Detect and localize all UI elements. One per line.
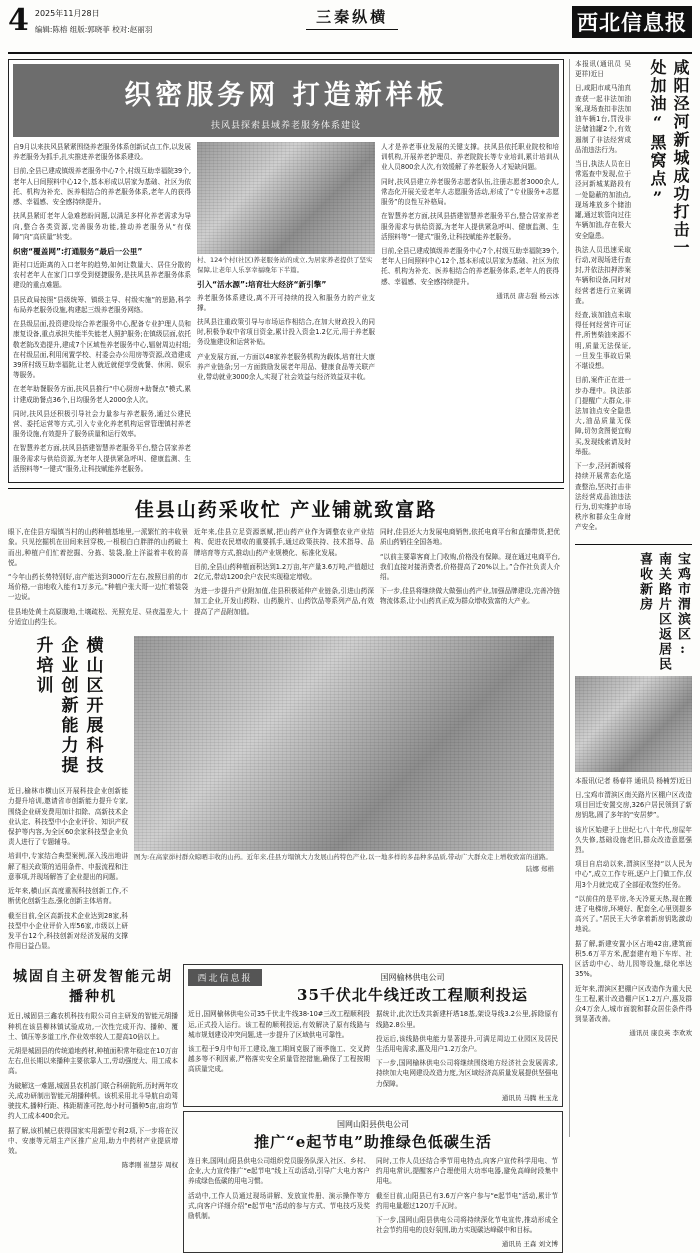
article-shanyang-power	[183, 1111, 563, 1253]
yulin-byline: 通讯员 马腾 杜玉龙	[501, 1093, 558, 1102]
paragraph: 近年来,渭滨区把棚户区改造作为重大民生工程,累计改造棚户区1.2万户,惠及群众4万余人,城市面貌和群众居住条件得到显著改善。	[575, 984, 692, 1024]
hero-headline: 织密服务网 打造新样板	[124, 80, 448, 111]
shanyao-col-1	[8, 527, 188, 631]
shanyao-photo-credit: 陆娜 郑楷	[525, 864, 554, 873]
paragraph: 同时,工作人员还结合季节用电特点,向客户宣传科学用电、节约用电常识,提醒客户合理使用大功率电器,避免高峰时段集中用电。	[376, 1156, 558, 1186]
paragraph: 近年来,横山区高度重视科技创新工作,不断优化创新生态,强化创新主体培育。	[8, 887, 128, 906]
paragraph: 下一步,国网榆林供电公司将继续围绕地方经济社会发展需求,持续加大电网建设改造力度,为区域经济高质量发展提供坚强电力保障。	[376, 1059, 558, 1088]
paragraph: “今年山药长势特别好,亩产能达到3000斤左右,按照目前的市场价格,一亩地收入能有1万多元。”种植户张大哥一边忙着装袋一边说。	[8, 573, 188, 602]
paragraph: 日,咸阳市咸马油真查获一起非法加油案,现场查扣非法加油车辆1台,罚没非法储油罐2个,有效遏制了非法经营成品油违法行为。	[575, 84, 631, 154]
shanyao-col-3	[380, 527, 560, 631]
paragraph: 目前,案件正在进一步办理中。执法部门提醒广大群众,非法加油点安全隐患大,油品质量无保障,切勿贪图便宜购买,发现线索请及时举报。	[575, 376, 631, 456]
masthead-right	[552, 6, 692, 38]
paragraph: 近年来,佳县立足资源禀赋,把山药产业作为调整农业产业结构、促进农民增收的重要抓手,通过政策扶持、技术指导、品牌培育等方式,推动山药产业规模化、标准化发展。	[194, 528, 374, 557]
shanyao-headline: 佳县山药采收忙 产业铺就致富路	[134, 499, 438, 522]
hero-subhead-2: 引入“活水源”:培育壮大经济“新引擎”	[197, 279, 327, 289]
paragraph: 据了解,新建安置小区占地42亩,建筑面积5.6万平方米,配套建有地下车库、社区活动中心、幼儿园等设施,绿化率达35%。	[575, 939, 692, 979]
masthead-left	[35, 6, 152, 35]
paragraph: 培训中,专家结合典型案例,深入浅出地讲解了相关政策的适用条件、申报流程和注意事项,并现场解答了企业提出的问题。	[8, 852, 128, 881]
paper-logo-badge: 西北信息报	[188, 969, 262, 986]
paragraph: 投运后,该线路供电能力显著提升,可满足周边工业园区及居民生活用电需求,惠及用户1.2万余户。	[376, 1034, 558, 1054]
yulin-corp: 国网榆林供电公司	[380, 973, 445, 983]
hero-photo-caption: 村、124个村(社区)养老服务站的成立,为居家养老提供了坚实保障,让老年人乐享幸福晚年下半篇。	[197, 256, 373, 274]
paragraph: 活动中,工作人员通过现场讲解、发放宣传册、演示操作等方式,向客户详细介绍“e起节电”活动的参与方式、节电技巧及奖励机制。	[188, 1191, 370, 1220]
shanyao-photo-block	[134, 636, 554, 955]
editorial-credits: 编辑:陈榕 组版:郭晓菲 校对:赵丽羽	[34, 25, 153, 34]
publication-date: 2025年11月28日	[34, 9, 100, 18]
article-hengshan	[8, 636, 128, 955]
yulin-headline: 35千伏北牛线迁改工程顺利投运	[297, 986, 528, 1005]
paragraph: 扶风县注重政策引导与市场运作相结合,在加大财政投入的同时,积极争取中省项目资金,累计投入资金1.2亿元,用于养老服务设施建设和运营补贴。	[197, 317, 375, 347]
shanyao-photo	[134, 636, 554, 851]
hero-col-3	[381, 142, 559, 478]
bottom-row	[8, 964, 564, 1253]
section-banner: 三秦纵横	[306, 6, 398, 30]
paragraph: 距村口近距离的入口老年的趋势,如何让数量大、居住分散的农村老年人在家门口享受到便捷服务,是扶风县养老服务体系建设的重点难题。	[13, 260, 191, 290]
paragraph: 下一步,佳县将继续做大做强山药产业,加强品牌建设,完善冷链物流体系,让小山药真正成为群众增收致富的大产业。	[380, 587, 560, 606]
paragraph: 该片区始建于上世纪七八十年代,房屋年久失修,基础设施老旧,群众改造意愿强烈。	[575, 825, 692, 854]
newspaper-logo: 西北信息报	[572, 6, 692, 38]
paragraph: 截至目前,山阳县已有3.6万户客户参与“e起节电”活动,累计节约用电量超过120万千瓦时。	[376, 1191, 558, 1210]
divider	[575, 544, 692, 545]
hero-photo	[197, 142, 375, 254]
shanyang-corp: 国网山阳县供电公司	[337, 1119, 409, 1129]
paragraph: 元胡是城固县的传统道地药材,种植面积常年稳定在10万亩左右,但长期以来播种主要依靠人工,劳动强度大、用工成本高。	[8, 1047, 178, 1076]
paragraph: 产业发展方面,一方面以48家养老服务机构为载体,培育壮大康养产业链条;另一方面鼓励发展老年用品、健康食品等关联产业,带动就业3000余人,实现了社会效益与经济效益双丰收。	[197, 352, 375, 382]
paragraph: 在老年助餐服务方面,扶风县推行“中心厨房+助餐点”模式,累计建成助餐点36个,日均服务老人2000余人次。	[13, 385, 191, 404]
paragraph: 养老服务体系建设,离不开可持续的投入和服务力的产业支撑。	[197, 293, 375, 312]
paragraph: 目前,全县已建成镇级养老服务中心7个,村级互助幸福院39个,老年人日间照料中心12个,基本形成以居家为基础、社区为依托、机构为补充、医养相结合的养老服务体系,老年人的获得感、幸福感、安全感持续提升。	[13, 167, 191, 207]
page-grid	[8, 59, 692, 1249]
source-tag: 本报讯(记者 杨春祥 通讯员 杨楠芳)近日	[575, 776, 692, 785]
paragraph: 同时,扶风县建立养老服务志愿者队伍,注册志愿者3000余人,常态化开展关爱老年人志愿服务活动,形成了“专业服务+志愿服务”的良性互补格局。	[381, 177, 559, 207]
power-company-stack	[183, 964, 563, 1253]
shanyao-columns	[8, 527, 564, 631]
shanyao-lower	[8, 636, 564, 955]
right-photo	[575, 676, 692, 772]
right-headline-1: 咸阳泾河新城成功打击一处加油“黑窝点”	[648, 59, 690, 257]
paragraph: 同时,佳县还大力发展电商销售,依托电商平台和直播带货,把优质山药销往全国各地。	[380, 528, 560, 547]
paragraph: 据了解,该机械已获得国家实用新型专利2项,下一步将在汉中、安康等元胡主产区推广应用,助力中药材产业提质增效。	[8, 1126, 178, 1155]
paragraph: “以前住的是平房,冬天冷夏天热,现在搬进了电梯房,环境好、配套全,心里别提多高兴了。”居民王大爷拿着新房钥匙激动地说。	[575, 894, 692, 934]
masthead	[8, 3, 692, 54]
paragraph: 县民政局按照“县级统筹、镇级主导、村级实施”的思路,科学布局养老服务设施,构建起三级养老服务网络。	[13, 295, 191, 314]
right-column	[569, 59, 692, 1137]
paragraph: 扶风县紧盯老年人急难愁盼问题,以满足多样化养老需求为导向,整合各类资源,完善服务功能,推动养老服务从“有保障”向“高质量”转变。	[13, 212, 191, 241]
shanyang-byline: 通讯员 王森 刘文博	[501, 1240, 558, 1249]
hero-body	[13, 142, 559, 478]
right-story-2-body	[575, 776, 692, 1038]
paragraph: 据统计,此次迁改共新建杆塔18基,架设导线3.2公里,拆除原有线路2.8公里。	[376, 1010, 558, 1029]
hero-col-2	[197, 142, 375, 478]
paragraph: 下一步,泾河新城将持续开展常态化巡查整治,坚决打击非法经营成品油违法行为,切实维护市场秩序和群众生命财产安全。	[575, 462, 631, 532]
paragraph: 近日,国网榆林供电公司35千伏北牛线38-10#三改工程顺利投运,正式投入运行。该工程的顺利投运,有效解决了原有线路与城市规划建设冲突问题,进一步提升了区域供电可靠性。	[188, 1010, 370, 1039]
paragraph: 日,宝鸡市渭滨区南关路片区棚户区改造项目回迁安置交房,326户居民领到了新房钥匙,圆了多年的“安居梦”。	[575, 790, 692, 820]
paragraph: 人才是养老事业发展的关键支撑。扶风县依托职业院校和培训机构,开展养老护理员、养老院院长等专业培训,累计培训从业人员800余人次,有效缓解了养老服务人才短缺问题。	[381, 143, 559, 172]
paragraph: 在智慧养老方面,扶风县搭建智慧养老服务平台,整合居家养老服务需求与供给资源,为老年人提供紧急呼叫、健康监测、生活照料等“一键式”服务,让科技赋能养老服务。	[13, 444, 191, 473]
right-headline-2: 宝鸡市渭滨区:南关路片区返居民喜收新房	[637, 551, 690, 672]
article-yulin-power	[183, 964, 563, 1107]
paragraph: 近日,城固县三鑫农机科技有限公司自主研发的智能元胡播种机在该县柳林镇试验成功,一次性完成开沟、播种、覆土、镇压等多道工序,作业效率较人工提高10倍以上。	[8, 1012, 178, 1041]
right-story-1	[575, 59, 692, 537]
paragraph: 项目自启动以来,渭滨区坚持“以人民为中心”,成立工作专班,逐户上门做工作,仅用3个月就完成了全部征收签约任务。	[575, 860, 692, 889]
hengshan-headline: 横山区开展科技企业创新能力提升培训	[32, 636, 103, 777]
source-tag: 本报讯(通讯员 吴更祥)近日	[575, 60, 631, 79]
hero-col-1	[13, 142, 191, 478]
masthead-center	[152, 6, 552, 30]
paragraph: 连日来,国网山阳县供电公司组织党员服务队深入社区、乡村、企业,大力宣传推广“e起节电”线上互动活动,引导广大电力客户养成绿色低碳的用电习惯。	[188, 1156, 370, 1186]
chenggu-headline: 城固自主研发智能元胡播种机	[13, 969, 173, 1006]
shanyang-headline: 推广“e起节电”助推绿色低碳生活	[254, 1132, 492, 1151]
paragraph: 为进一步提升产业附加值,佳县积极延伸产业链条,引进山药深加工企业,开发山药粉、山药脆片、山药饮品等系列产品,有效提高了产品附加值。	[194, 587, 374, 616]
paragraph: 当日,执法人员在日常巡查中发现,位于泾河新城某路段有一处隐蔽的加油点,现场堆放多个储油罐,通过软管向过往车辆加油,存在极大安全隐患。	[575, 159, 631, 240]
paragraph: 执法人员迅速采取行动,对现场进行查封,并依法扣押涉案车辆和设备,同时对经营者进行立案调查。	[575, 245, 631, 305]
paragraph: “以前主要靠客商上门收购,价格没有保障。现在通过电商平台,我们直接对接消费者,价格提高了20%以上。”合作社负责人介绍。	[380, 552, 560, 581]
page-number: 4	[8, 3, 29, 38]
hero-title-band	[13, 64, 559, 137]
paragraph: 自9月以来扶风县紧紧围绕养老服务体系创新试点工作,以发展养老服务为抓手,扎实推进养老服务体系建设。	[13, 143, 191, 162]
right-story-1-col-1	[575, 59, 631, 537]
hero-article	[8, 59, 564, 483]
paragraph: 该工程于9月中旬开工建设,施工期间克服了雨季施工、交叉跨越多等不利因素,严格落实安全质量管控措施,确保了工程按期高质量完成。	[188, 1045, 370, 1074]
right-story-1-headline-col	[636, 59, 692, 537]
article-shanyao	[8, 488, 564, 955]
paragraph: 在县级层面,投资建设综合养老服务中心,配备专业护理人员和康复设备,重点承担失能半失能老人照护服务;在镇级层面,依托敬老院改造提升,建成7个区域性养老服务中心,辐射周边村组;在村级层面,利用闲置学校、村委会办公用房等资源,改造建成39所村级互助幸福院,让老人就近就便享受就餐、休闲、娱乐等服务。	[13, 320, 191, 380]
paragraph: 在智慧养老方面,扶风县搭建智慧养老服务平台,整合居家养老服务需求与供给资源,为老年人提供紧急呼叫、健康监测、生活照料等“一键式”服务,让科技赋能养老服务。	[381, 212, 559, 241]
paragraph: 目前,全县山药种植面积达到1.2万亩,年产量3.6万吨,产值超过2亿元,带动1200余户农民实现稳定增收。	[194, 562, 374, 581]
right-byline: 通讯员 康良英 李欢欢	[629, 1029, 692, 1038]
hero-byline: 通讯员 唐志强 杨云冰	[496, 291, 559, 300]
paragraph: 下一步,国网山阳县供电公司将持续深化节电宣传,推动形成全社会节约用电的良好氛围,助力实现碳达峰碳中和目标。	[376, 1216, 558, 1235]
shanyao-col-2	[194, 527, 374, 631]
paragraph: 目前,全县已建成镇级养老服务中心7个,村级互助幸福院39个,老年人日间照料中心12个,基本形成以居家为基础、社区为依托、机构为补充、医养相结合的养老服务体系,老年人的获得感、幸福感、安全感持续提升。	[381, 246, 559, 286]
chenggu-byline: 陈孝刚 崔慧芬 周权	[121, 1161, 178, 1170]
paragraph: 截至目前,全区高新技术企业达到28家,科技型中小企业评价入库56家,市级以上研发平台12个,科技创新对经济发展的支撑作用日益凸显。	[8, 911, 128, 951]
article-chenggu	[8, 964, 178, 1253]
shanyao-photo-caption: 图为:在高家峁村群众晾晒丰收的山药。近年来,佳县方塌镇大力发展山药特色产业,以一地多样的多品种多品质,带动广大群众走上增收致富的道路。	[134, 853, 552, 862]
paragraph: 眼下,在佳县方塌镇当村的山药种植基地里,一派繁忙的丰收景象。只见挖掘机在田间来回穿梭,一根根白白胖胖的山药破土而出,种植户们忙着挖掘、分拣、装袋,脸上洋溢着丰收的喜悦。	[8, 528, 188, 567]
paragraph: 佳县地处黄土高原腹地,土壤疏松、光照充足、昼夜温差大,十分适宜山药生长。	[8, 607, 188, 626]
paragraph: 为破解这一难题,城固县农机部门联合科研院所,历时两年攻关,成功研制出智能元胡播种机。该机采用北斗导航自动驾驶技术,播种行距、株距精准可控,每小时可播种5亩,亩均节约人工成本400余元。	[8, 1081, 178, 1121]
main-column	[8, 59, 564, 1249]
hero-subhead-1: 织密“覆盖网”:打通服务“最后一公里”	[13, 246, 143, 256]
right-story-2-header	[575, 552, 692, 672]
paragraph: 经查,该加油点未取得任何经营许可证件,所售柴油来源不明,质量无法保证,一旦发生事故后果不堪设想。	[575, 311, 631, 371]
hero-subheadline: 扶风县探索县域养老服务体系建设	[210, 121, 361, 131]
paragraph: 近日,榆林市横山区开展科技企业创新能力提升培训,邀请省市创新能力提升专家,围绕企业研发费用加计扣除、高新技术企业认定、科技型中小企业评价、知识产权保护等内容,为全区60余家科技型企业负责人进行了专题辅导。	[8, 787, 128, 847]
paragraph: 同时,扶风县还积极引导社会力量参与养老服务,通过公建民营、委托运营等方式,引入专业化养老机构运营管理镇村养老服务设施,有效提升了服务质量和运行效率。	[13, 409, 191, 439]
